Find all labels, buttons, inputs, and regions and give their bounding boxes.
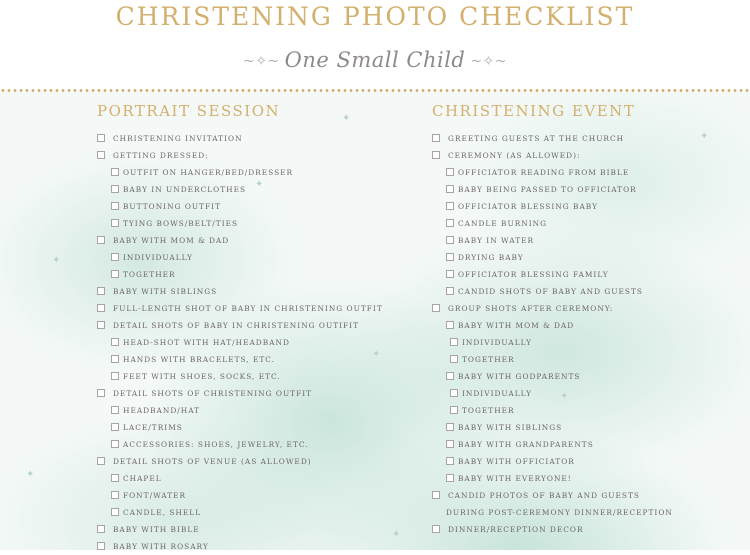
- checklist-item-label: DETAIL SHOTS OF VENUE (AS ALLOWED): [113, 457, 312, 466]
- checklist-item: [97, 470, 383, 487]
- checklist-item: [97, 419, 383, 436]
- checklist-item: [432, 232, 673, 249]
- checklist-item: [432, 181, 673, 198]
- logo-text: One Small Child: [284, 48, 466, 72]
- checklist-item-label: TOGETHER: [123, 270, 176, 279]
- checkbox[interactable]: [111, 406, 119, 414]
- checklist-item: [432, 266, 673, 283]
- checklist: [432, 130, 673, 538]
- checklist-item-label: BABY BEING PASSED TO OFFICIATOR: [458, 185, 637, 194]
- checkbox[interactable]: [446, 219, 454, 227]
- checkbox[interactable]: [450, 389, 458, 397]
- checklist-item-label: ACCESSORIES: SHOES, JEWELRY, ETC.: [123, 440, 309, 449]
- checklist-item: [97, 317, 383, 334]
- checklist-item: [432, 147, 673, 164]
- checklist-item: [97, 334, 383, 351]
- checklist-item-label: BUTTONING OUTFIT: [123, 202, 222, 211]
- star-icon: ✦: [255, 179, 264, 190]
- checklist-item-label: INDIVIDUALLY: [123, 253, 193, 262]
- checklist-item-label: OFFICIATOR BLESSING BABY: [458, 202, 598, 211]
- checklist-item: [97, 487, 383, 504]
- checklist-item-label: INDIVIDUALLY: [462, 389, 532, 398]
- checklist-item: [432, 368, 673, 385]
- checklist-item: [97, 436, 383, 453]
- checklist-item-label: TOGETHER: [462, 355, 515, 364]
- checkbox[interactable]: [111, 202, 119, 210]
- checklist-item-label: BABY WITH MOM & DAD: [458, 321, 575, 330]
- checklist-item-label: BABY WITH OFFICIATOR: [458, 457, 575, 466]
- checkbox[interactable]: [97, 134, 105, 142]
- checkbox[interactable]: [432, 134, 440, 142]
- star-icon: ✦: [52, 255, 61, 266]
- checklist-item: [97, 402, 383, 419]
- checkbox[interactable]: [97, 304, 105, 312]
- checkbox[interactable]: [450, 406, 458, 414]
- checklist-item: [432, 402, 673, 419]
- checklist-item: [97, 232, 383, 249]
- checklist-item-label: BABY WITH ROSARY: [113, 542, 209, 551]
- checklist-item: [432, 198, 673, 215]
- checklist-item-label: CHAPEL: [123, 474, 162, 483]
- checkbox[interactable]: [432, 525, 440, 533]
- checklist-item: [97, 130, 383, 147]
- checklist-item-label: CANDLE, SHELL: [123, 508, 202, 517]
- dotted-divider: [0, 88, 750, 93]
- checklist-item: [97, 504, 383, 521]
- checklist-item: [97, 283, 383, 300]
- checklist-item: [97, 368, 383, 385]
- checklist-item-label: CANDID PHOTOS OF BABY AND GUESTS: [448, 491, 640, 500]
- section-heading: PORTRAIT SESSION: [97, 102, 281, 120]
- checkbox[interactable]: [446, 321, 454, 329]
- checkbox[interactable]: [111, 338, 119, 346]
- checklist-item-label: FULL-LENGTH SHOT OF BABY IN CHRISTENING OUTFIT: [113, 304, 383, 313]
- checkbox[interactable]: [111, 270, 119, 278]
- checklist-item: [432, 470, 673, 487]
- checklist-item: [432, 419, 673, 436]
- checklist-item: [97, 538, 383, 555]
- checklist-item-label: BABY WITH EVERYONE!: [458, 474, 572, 483]
- checklist-item-label: FEET WITH SHOES, SOCKS, ETC.: [123, 372, 281, 381]
- checkbox[interactable]: [446, 287, 454, 295]
- checkbox[interactable]: [97, 389, 105, 397]
- checklist-item: [432, 334, 673, 351]
- checklist-item-label: OFFICIATOR BLESSING FAMILY: [458, 270, 609, 279]
- checklist-item-label: GROUP SHOTS AFTER CEREMONY:: [448, 304, 614, 313]
- checklist-item: [432, 249, 673, 266]
- checklist-item: [97, 453, 383, 470]
- checklist-item-label: BABY IN WATER: [458, 236, 535, 245]
- checkbox[interactable]: [97, 457, 105, 465]
- checkbox[interactable]: [446, 457, 454, 465]
- checklist-item-label: BABY WITH SIBLINGS: [458, 423, 563, 432]
- checklist-item-label: BABY WITH GRANDPARENTS: [458, 440, 594, 449]
- checkbox[interactable]: [446, 372, 454, 380]
- checklist-item: [97, 215, 383, 232]
- checkbox[interactable]: [97, 542, 105, 550]
- checklist-item: [97, 249, 383, 266]
- checklist-item: [97, 181, 383, 198]
- checklist-item: [432, 164, 673, 181]
- checkbox[interactable]: [111, 219, 119, 227]
- checklist-item-label: BABY WITH SIBLINGS: [113, 287, 218, 296]
- checkbox[interactable]: [450, 355, 458, 363]
- checklist-item: [432, 487, 673, 504]
- checklist-item-label: DURING POST-CEREMONY DINNER/RECEPTION: [446, 508, 673, 517]
- checklist-item: [432, 521, 673, 538]
- checklist-item: [432, 351, 673, 368]
- column-portrait-session: [97, 101, 383, 555]
- checklist-item-label: BABY WITH BIBLE: [113, 525, 200, 534]
- checklist-item-label: CEREMONY (AS ALLOWED):: [448, 151, 581, 160]
- checkbox[interactable]: [446, 440, 454, 448]
- checklist-item-label: BABY IN UNDERCLOTHES: [123, 185, 247, 194]
- flourish-left-icon: ~✧~: [242, 53, 285, 70]
- star-icon: ✦: [26, 469, 35, 480]
- checkbox[interactable]: [446, 423, 454, 431]
- star-icon: ✦: [560, 391, 569, 402]
- checklist-item: [97, 385, 383, 402]
- checklist-item: [97, 198, 383, 215]
- checklist-item: [432, 283, 673, 300]
- checklist-item-label: CANDID SHOTS OF BABY AND GUESTS: [458, 287, 643, 296]
- checklist-item-label: CANDLE BURNING: [458, 219, 548, 228]
- checkbox[interactable]: [97, 236, 105, 244]
- checkbox[interactable]: [432, 151, 440, 159]
- checklist-item: [432, 215, 673, 232]
- checklist-item-label: BABY WITH MOM & DAD: [113, 236, 230, 245]
- checklist-item-label: TYING BOWS/BELT/TIES: [123, 219, 239, 228]
- checklist-item-label: INDIVIDUALLY: [462, 338, 532, 347]
- checklist-item-label: LACE/TRIMS: [123, 423, 183, 432]
- checklist-item: [97, 521, 383, 538]
- checklist-item-label: HANDS WITH BRACELETS, ETC.: [123, 355, 276, 364]
- checkbox[interactable]: [97, 321, 105, 329]
- checkbox[interactable]: [446, 474, 454, 482]
- checklist-item: [432, 385, 673, 402]
- star-icon: ✦: [392, 529, 401, 540]
- checkbox[interactable]: [111, 185, 119, 193]
- checklist-item: [432, 504, 673, 521]
- checkbox[interactable]: [446, 236, 454, 244]
- checklist-item: [97, 300, 383, 317]
- column-christening-event: [432, 101, 673, 538]
- checklist-item-label: HEAD-SHOT WITH HAT/HEADBAND: [123, 338, 290, 347]
- checkbox[interactable]: [111, 508, 119, 516]
- star-icon: ✦: [342, 113, 351, 124]
- checkbox[interactable]: [111, 474, 119, 482]
- checklist-item-label: DINNER/RECEPTION DECOR: [448, 525, 584, 534]
- checkbox[interactable]: [111, 491, 119, 499]
- checklist-item-label: CHRISTENING INVITATION: [113, 134, 243, 143]
- checklist-item: [432, 436, 673, 453]
- checkbox[interactable]: [97, 525, 105, 533]
- checkbox[interactable]: [446, 202, 454, 210]
- checkbox[interactable]: [111, 372, 119, 380]
- checklist-item-label: DETAIL SHOTS OF CHRISTENING OUTFIT: [113, 389, 313, 398]
- checkbox[interactable]: [446, 253, 454, 261]
- checklist-item: [432, 453, 673, 470]
- checklist-item-label: OUTFIT ON HANGER/BED/DRESSER: [123, 168, 294, 177]
- checklist-item: [97, 164, 383, 181]
- checklist-item: [97, 351, 383, 368]
- checkbox[interactable]: [97, 151, 105, 159]
- checkbox[interactable]: [432, 491, 440, 499]
- checklist-item: [97, 147, 383, 164]
- checkbox[interactable]: [111, 168, 119, 176]
- checklist-item-label: GETTING DRESSED:: [113, 151, 209, 160]
- checkbox[interactable]: [432, 304, 440, 312]
- checklist-item-label: HEADBAND/HAT: [123, 406, 201, 415]
- star-icon: ✦: [700, 131, 709, 142]
- checklist-item-label: GREETING GUESTS AT THE CHURCH: [448, 134, 625, 143]
- checklist-item-label: BABY WITH GODPARENTS: [458, 372, 581, 381]
- checklist-item-label: DRYING BABY: [458, 253, 524, 262]
- checklist-item: [97, 266, 383, 283]
- checklist-item: [432, 317, 673, 334]
- brand-logo: [0, 48, 750, 72]
- section-heading: CHRISTENING EVENT: [432, 102, 636, 120]
- checklist-item-label: TOGETHER: [462, 406, 515, 415]
- checkbox[interactable]: [446, 185, 454, 193]
- checkbox[interactable]: [446, 168, 454, 176]
- checklist-item-label: DETAIL SHOTS OF BABY IN CHRISTENING OUTIFIT: [113, 321, 360, 330]
- checkbox[interactable]: [97, 287, 105, 295]
- checkbox[interactable]: [111, 253, 119, 261]
- checklist-item-label: OFFICIATOR READING FROM BIBLE: [458, 168, 630, 177]
- checkbox[interactable]: [111, 423, 119, 431]
- checkbox[interactable]: [450, 338, 458, 346]
- checkbox[interactable]: [446, 270, 454, 278]
- checklist-item: [432, 130, 673, 147]
- checkbox[interactable]: [111, 440, 119, 448]
- star-icon: ✦: [372, 349, 381, 360]
- checkbox[interactable]: [111, 355, 119, 363]
- checklist: [97, 130, 383, 555]
- checklist-item-label: FONT/WATER: [123, 491, 187, 500]
- page-title: CHRISTENING PHOTO CHECKLIST: [115, 2, 635, 31]
- flourish-right-icon: ~✧~: [465, 53, 508, 70]
- checklist-item: [432, 300, 673, 317]
